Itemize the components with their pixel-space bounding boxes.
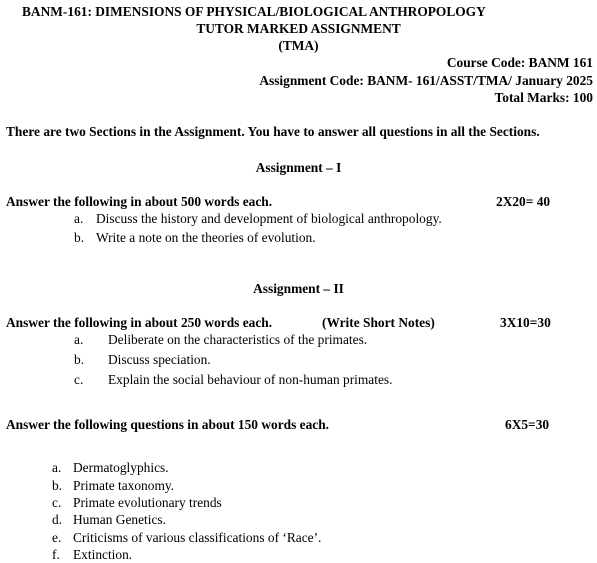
document-subtitle: TUTOR MARKED ASSIGNMENT <box>196 21 401 36</box>
list-marker: c. <box>52 495 62 510</box>
section-title-assignment-2: Assignment – II <box>253 281 344 296</box>
list-item-text: Explain the social behaviour of non-human primates. <box>108 372 393 387</box>
list-marker: a. <box>52 460 62 475</box>
section-title-assignment-1: Assignment – I <box>255 160 342 175</box>
list-marker: b. <box>74 230 85 245</box>
section-3-instruction: Answer the following questions in about 150 words each. <box>6 417 330 432</box>
list-marker: b. <box>74 352 85 367</box>
course-code: Course Code: BANM 161 <box>446 55 593 70</box>
list-item-text: Human Genetics. <box>73 512 166 527</box>
list-item-text: Primate evolutionary trends <box>73 495 222 510</box>
section-1-instruction: Answer the following in about 500 words each. <box>6 194 273 209</box>
list-item-text: Discuss speciation. <box>108 352 211 367</box>
document-title: BANM-161: DIMENSIONS OF PHYSICAL/BIOLOGICAL ANTHROPOLOGY <box>22 4 486 19</box>
list-item-text: Primate taxonomy. <box>73 478 175 493</box>
section-1-marks: 2X20= 40 <box>496 194 551 209</box>
list-marker: b. <box>52 478 63 493</box>
total-marks: Total Marks: 100 <box>494 90 593 105</box>
list-marker: e. <box>52 530 62 545</box>
section-2-marks: 3X10=30 <box>500 315 551 330</box>
section-2-instruction: Answer the following in about 250 words each. <box>6 315 273 330</box>
list-item-text: Dermatoglyphics. <box>73 460 169 475</box>
list-item-text: Deliberate on the characteristics of the primates. <box>108 332 368 347</box>
list-marker: f. <box>52 547 60 562</box>
list-marker: a. <box>74 332 84 347</box>
list-marker: a. <box>74 211 84 226</box>
list-item-text: Write a note on the theories of evolution. <box>96 230 316 245</box>
list-marker: d. <box>52 512 63 527</box>
intro-text: There are two Sections in the Assignment. You have to answer all questions in all the Sections. <box>6 124 540 139</box>
list-marker: c. <box>74 372 84 387</box>
section-2-note: (Write Short Notes) <box>322 315 435 330</box>
document-subtitle-abbrev: (TMA) <box>278 38 319 53</box>
section-3-marks: 6X5=30 <box>505 417 550 432</box>
assignment-code: Assignment Code: BANM- 161/ASST/TMA/ January 2025 <box>259 73 593 88</box>
list-item-text: Extinction. <box>73 547 133 562</box>
list-item-text: Criticisms of various classifications of ‘Race’. <box>73 530 322 545</box>
list-item-text: Discuss the history and development of biological anthropology. <box>96 211 442 226</box>
